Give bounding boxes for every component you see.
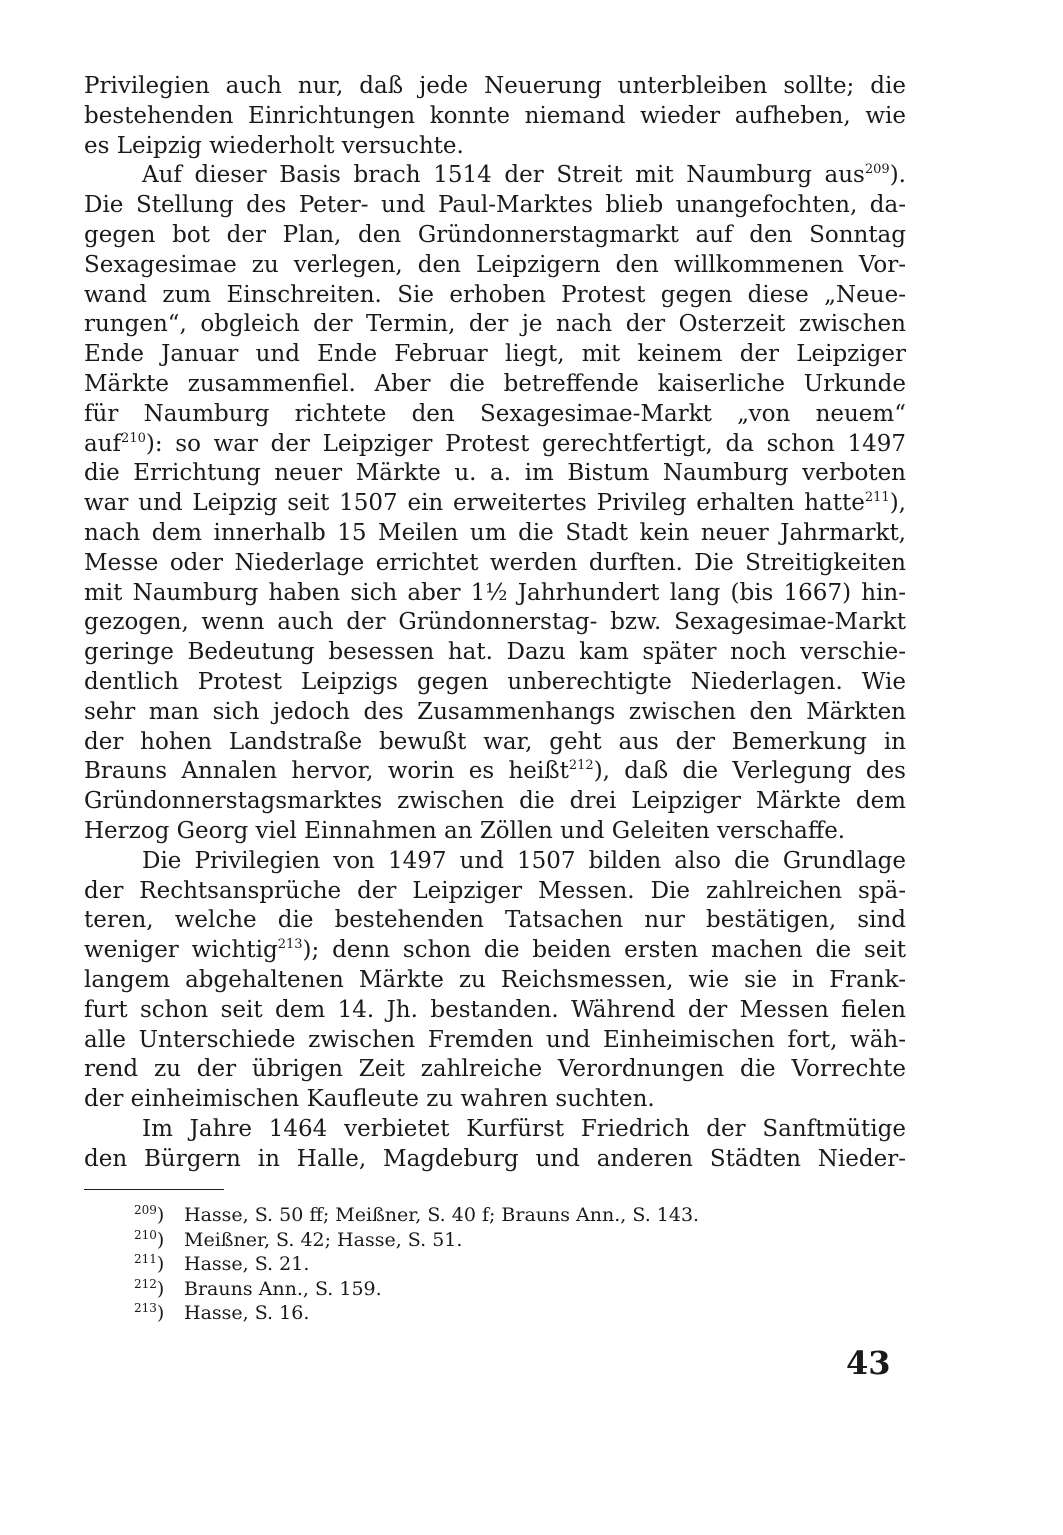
footnote-213 [134, 1301, 699, 1326]
text-line: den Bürgern in Halle, Magdeburg und anderen Städten Nieder- [84, 1145, 906, 1172]
footnote-paren: ) [156, 1253, 165, 1275]
text-line: alle Unterschiede zwischen Fremden und Einheimischen fort, wäh- [84, 1026, 906, 1053]
text-line: Ende Januar und Ende Februar liegt, mit keinem der Leipziger [84, 341, 906, 368]
footnote-paren: ) [156, 1277, 165, 1300]
footnote-marker: 212 [134, 1276, 157, 1291]
text-line [84, 430, 906, 460]
text-line: furt schon seit dem 14. Jh. bestanden. Während der Messen fielen [84, 996, 906, 1023]
footnote-paren: ) [156, 1204, 165, 1226]
text-line: rungen“, obgleich der Termin, der je nach der Osterzeit zwischen [84, 311, 906, 338]
footnote-text: Meißner, S. 42; Hasse, S. 51. [184, 1228, 463, 1251]
text-line: Herzog Georg viel Einnahmen an Zöllen und Geleiten verschaffe. [84, 817, 846, 844]
footnote-210 [134, 1228, 699, 1253]
text-segment: Brauns Annalen hervor, worin es heißt [84, 758, 569, 785]
text-line: für Naumburg richtete den Sexagesimae-Markt „von neuem“ [84, 400, 906, 427]
text-line: nach dem innerhalb 15 Meilen um die Stadt kein neuer Jahrmarkt, [84, 519, 906, 546]
footnote-ref-211[interactable]: 211 [864, 490, 890, 506]
footnote-ref-213[interactable]: 213 [277, 937, 303, 953]
footnote-text: Hasse, S. 50 ff; Meißner, S. 40 f; Brauns Ann., S. 143. [184, 1204, 700, 1226]
footnote-paren: ) [156, 1302, 165, 1324]
text-line: gezogen, wenn auch der Gründonnerstag- bzw. Sexagesimae-Markt [84, 609, 906, 636]
body-text [84, 72, 906, 1174]
text-segment: weniger wichtig [84, 937, 278, 964]
text-line: die Errichtung neuer Märkte u. a. im Bistum Naumburg verboten [84, 460, 906, 487]
text-line: Die Privilegien von 1497 und 1507 bilden also die Grundlage [142, 847, 906, 874]
footnote-marker: 213 [134, 1301, 157, 1315]
text-segment: Auf dieser Basis brach 1514 der Streit mit Naumburg aus [142, 162, 865, 189]
text-line: Die Stellung des Peter- und Paul-Marktes blieb unangefochten, da- [84, 192, 906, 219]
page-number: 43 [846, 1344, 891, 1382]
text-line: wand zum Einschreiten. Sie erhoben Protest gegen diese „Neue- [84, 281, 906, 308]
text-line: Sexagesimae zu verlegen, den Leipzigern den willkommenen Vor- [84, 251, 906, 278]
footnote-number [134, 1301, 184, 1326]
text-line: Gründonnerstagsmarktes zwischen die drei Leipziger Märkte dem [84, 788, 906, 815]
footnote-text: Hasse, S. 21. [184, 1253, 310, 1275]
text-line: geringe Bedeutung besessen hat. Dazu kam später noch verschie- [84, 639, 906, 666]
text-line [84, 161, 906, 191]
footnote-number [134, 1252, 184, 1277]
text-line: es Leipzig wiederholt versuchte. [84, 132, 464, 159]
footnote-paren: ) [156, 1228, 165, 1251]
text-line: sehr man sich jedoch des Zusammenhangs zwischen den Märkten [84, 698, 906, 725]
footnote-number [134, 1277, 184, 1302]
footnote-209 [134, 1203, 699, 1228]
footnote-211 [134, 1252, 699, 1277]
text-line: rend zu der übrigen Zeit zahlreiche Verordnungen die Vorrechte [84, 1056, 906, 1083]
text-line: dentlich Protest Leipzigs gegen unberechtigte Niederlagen. Wie [84, 668, 906, 695]
footnote-marker: 209 [134, 1203, 157, 1217]
text-line: Märkte zusammenfiel. Aber die betreffende kaiserliche Urkunde [84, 370, 906, 397]
text-segment: auf [84, 430, 122, 457]
footnote-212 [134, 1277, 699, 1302]
footnote-text: Hasse, S. 16. [184, 1302, 310, 1324]
footnote-ref-212[interactable]: 212 [568, 758, 594, 774]
text-line: der hohen Landstraße bewußt war, geht aus der Bemerkung in [84, 728, 906, 755]
text-line: Im Jahre 1464 verbietet Kurfürst Friedrich der Sanftmütige [142, 1115, 906, 1142]
footnote-ref-210[interactable]: 210 [121, 430, 146, 446]
text-line: bestehenden Einrichtungen konnte niemand wieder aufheben, wie [84, 102, 906, 129]
text-line [84, 936, 906, 966]
footnote-marker: 210 [134, 1227, 157, 1242]
footnote-number [134, 1203, 184, 1228]
text-line: langem abgehaltenen Märkte zu Reichsmessen, wie sie in Frank- [84, 966, 906, 993]
footnote-marker: 211 [134, 1252, 157, 1266]
text-line: Messe oder Niederlage errichtet werden durften. Die Streitigkeiten [84, 549, 906, 576]
text-segment: ). [889, 162, 906, 189]
footnote-divider [84, 1189, 224, 1190]
text-line [84, 489, 906, 519]
text-line: teren, welche die bestehenden Tatsachen nur bestätigen, sind [84, 907, 906, 934]
text-segment: ): so war der Leipziger Protest gerechtfertigt, da schon 1497 [145, 430, 906, 457]
text-line: der einheimischen Kaufleute zu wahren suchten. [84, 1086, 655, 1113]
footnote-number [134, 1228, 184, 1253]
text-segment: war und Leipzig seit 1507 ein erweitertes Privileg erhalten hatte [84, 490, 865, 517]
text-line: Privilegien auch nur, daß jede Neuerung unterbleiben sollte; die [84, 73, 906, 99]
text-line [84, 757, 906, 787]
text-line: mit Naumburg haben sich aber 1½ Jahrhundert lang (bis 1667) hin- [84, 579, 906, 606]
footnote-text: Brauns Ann., S. 159. [184, 1277, 382, 1300]
footnote-ref-209[interactable]: 209 [864, 162, 890, 178]
text-segment: ), daß die Verlegung des [593, 758, 906, 785]
text-segment: ), [889, 490, 906, 517]
text-segment: ); denn schon die beiden ersten machen die seit [302, 937, 907, 964]
text-line: der Rechtsansprüche der Leipziger Messen. Die zahlreichen spä- [84, 877, 906, 904]
footnotes [134, 1203, 699, 1326]
text-line: gegen bot der Plan, den Gründonnerstagmarkt auf den Sonntag [84, 221, 906, 248]
